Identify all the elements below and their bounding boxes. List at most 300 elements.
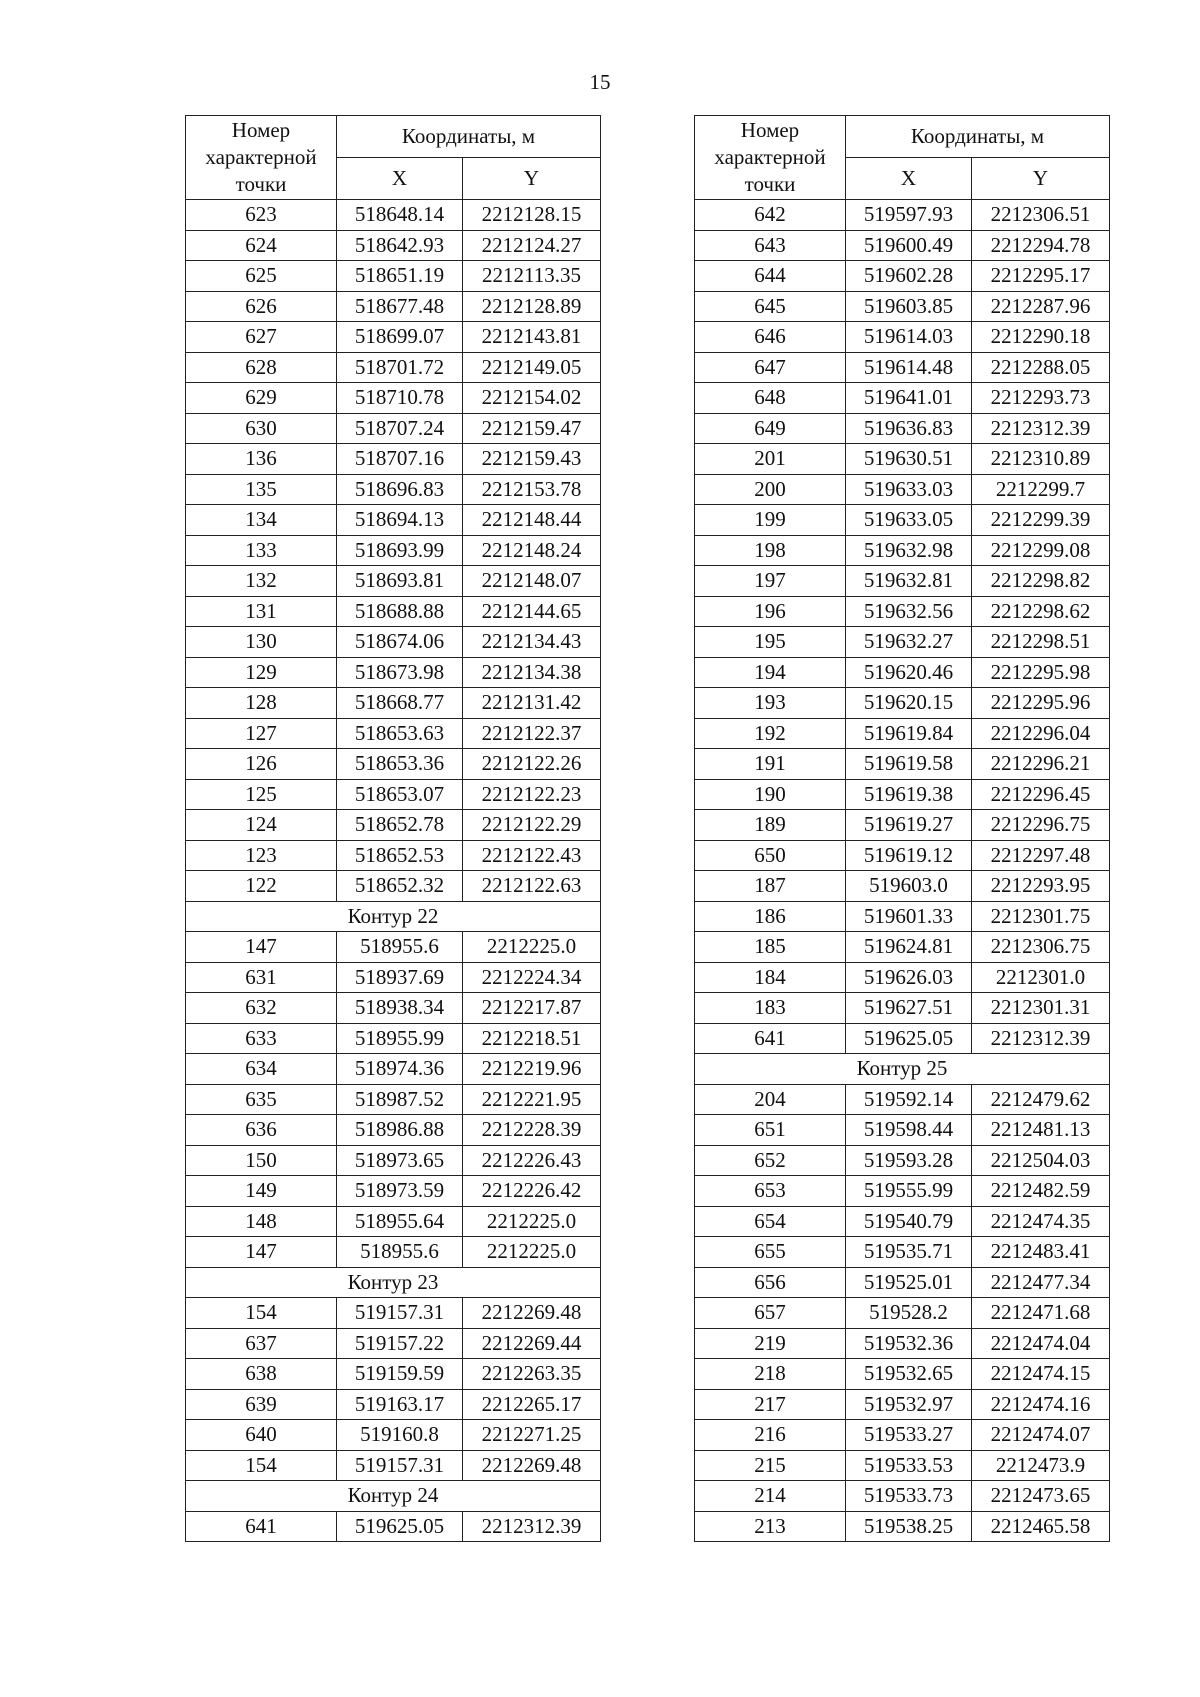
y-coordinate-cell: 2212295.96 [972, 688, 1110, 719]
point-number-cell: 130 [186, 627, 337, 658]
table-row [695, 1420, 1110, 1451]
y-coordinate-cell: 2212128.89 [463, 291, 601, 322]
table-row [695, 1298, 1110, 1329]
point-number-cell: 185 [695, 932, 846, 963]
x-coordinate-cell: 519603.85 [846, 291, 972, 322]
coordinates-header: Координаты, м [846, 116, 1110, 158]
point-number-cell: 640 [186, 1420, 337, 1451]
table-row [186, 1054, 601, 1085]
y-coordinate-cell: 2212153.78 [463, 474, 601, 505]
point-number-cell: 125 [186, 779, 337, 810]
y-coordinate-cell: 2212481.13 [972, 1115, 1110, 1146]
table-row [695, 962, 1110, 993]
point-number-cell: 650 [695, 840, 846, 871]
contour-label: Контур 22 [186, 901, 601, 932]
point-number-cell: 129 [186, 657, 337, 688]
y-coordinate-cell: 2212159.43 [463, 444, 601, 475]
coordinates-header: Координаты, м [337, 116, 601, 158]
y-coordinate-cell: 2212474.04 [972, 1328, 1110, 1359]
x-coordinate-cell: 518653.63 [337, 718, 463, 749]
y-coordinate-cell: 2212263.35 [463, 1359, 601, 1390]
point-number-cell: 629 [186, 383, 337, 414]
point-number-cell: 216 [695, 1420, 846, 1451]
point-number-cell: 193 [695, 688, 846, 719]
table-row [695, 993, 1110, 1024]
x-coordinate-cell: 518673.98 [337, 657, 463, 688]
table-row [186, 688, 601, 719]
y-coordinate-cell: 2212298.51 [972, 627, 1110, 658]
x-coordinate-cell: 519619.27 [846, 810, 972, 841]
table-row [186, 657, 601, 688]
table-row [695, 1084, 1110, 1115]
point-number-cell: 128 [186, 688, 337, 719]
x-coordinate-cell: 519619.84 [846, 718, 972, 749]
table-row [695, 932, 1110, 963]
table-row [186, 1328, 601, 1359]
y-coordinate-cell: 2212479.62 [972, 1084, 1110, 1115]
table-row [695, 413, 1110, 444]
y-coordinate-cell: 2212124.27 [463, 230, 601, 261]
x-coordinate-cell: 519625.05 [337, 1511, 463, 1542]
x-coordinate-cell: 518677.48 [337, 291, 463, 322]
point-number-cell: 194 [695, 657, 846, 688]
y-coordinate-cell: 2212474.07 [972, 1420, 1110, 1451]
table-row [186, 1084, 601, 1115]
point-number-cell: 192 [695, 718, 846, 749]
y-coordinate-cell: 2212298.82 [972, 566, 1110, 597]
table-row [186, 1420, 601, 1451]
x-coordinate-cell: 519160.8 [337, 1420, 463, 1451]
x-coordinate-cell: 518699.07 [337, 322, 463, 353]
table-row [186, 596, 601, 627]
point-number-cell: 634 [186, 1054, 337, 1085]
point-number-cell: 218 [695, 1359, 846, 1390]
table-row [695, 1511, 1110, 1542]
point-number-cell: 643 [695, 230, 846, 261]
contour-row [695, 1054, 1110, 1085]
y-coordinate-cell: 2212148.24 [463, 535, 601, 566]
y-coordinate-cell: 2212474.15 [972, 1359, 1110, 1390]
table-row [186, 413, 601, 444]
table-row [695, 901, 1110, 932]
point-number-cell: 654 [695, 1206, 846, 1237]
y-coordinate-cell: 2212471.68 [972, 1298, 1110, 1329]
y-coordinate-cell: 2212306.51 [972, 200, 1110, 231]
x-coordinate-cell: 518707.24 [337, 413, 463, 444]
table-row [186, 261, 601, 292]
point-number-cell: 214 [695, 1481, 846, 1512]
table-row [695, 291, 1110, 322]
table-row [186, 718, 601, 749]
x-coordinate-cell: 518696.83 [337, 474, 463, 505]
x-coordinate-cell: 519625.05 [846, 1023, 972, 1054]
point-number-cell: 628 [186, 352, 337, 383]
table-row [695, 535, 1110, 566]
y-coordinate-cell: 2212295.17 [972, 261, 1110, 292]
x-coordinate-cell: 519614.03 [846, 322, 972, 353]
table-row [186, 932, 601, 963]
y-coordinate-cell: 2212219.96 [463, 1054, 601, 1085]
point-number-cell: 122 [186, 871, 337, 902]
point-number-cell: 132 [186, 566, 337, 597]
x-coordinate-cell: 519619.58 [846, 749, 972, 780]
table-row [186, 1115, 601, 1146]
point-number-cell: 186 [695, 901, 846, 932]
point-number-cell: 195 [695, 627, 846, 658]
point-number-cell: 184 [695, 962, 846, 993]
point-number-cell: 191 [695, 749, 846, 780]
y-coordinate-cell: 2212299.39 [972, 505, 1110, 536]
table-row [695, 1267, 1110, 1298]
point-number-cell: 154 [186, 1450, 337, 1481]
y-coordinate-cell: 2212293.95 [972, 871, 1110, 902]
x-coordinate-cell: 519601.33 [846, 901, 972, 932]
x-coordinate-cell: 519614.48 [846, 352, 972, 383]
x-header: X [846, 158, 972, 200]
y-coordinate-cell: 2212296.45 [972, 779, 1110, 810]
y-coordinate-cell: 2212301.75 [972, 901, 1110, 932]
table-row [695, 871, 1110, 902]
y-coordinate-cell: 2212306.75 [972, 932, 1110, 963]
table-body-right [695, 200, 1110, 1542]
x-coordinate-cell: 519555.99 [846, 1176, 972, 1207]
x-coordinate-cell: 519163.17 [337, 1389, 463, 1420]
x-coordinate-cell: 518974.36 [337, 1054, 463, 1085]
table-row [695, 627, 1110, 658]
point-number-cell: 649 [695, 413, 846, 444]
table-row [186, 1511, 601, 1542]
table-row [695, 1450, 1110, 1481]
x-coordinate-cell: 519532.65 [846, 1359, 972, 1390]
y-coordinate-cell: 2212154.02 [463, 383, 601, 414]
x-coordinate-cell: 518955.99 [337, 1023, 463, 1054]
point-number-cell: 627 [186, 322, 337, 353]
point-number-cell: 196 [695, 596, 846, 627]
table-row [186, 535, 601, 566]
x-coordinate-cell: 519538.25 [846, 1511, 972, 1542]
point-number-cell: 647 [695, 352, 846, 383]
y-coordinate-cell: 2212226.43 [463, 1145, 601, 1176]
point-number-cell: 642 [695, 200, 846, 231]
contour-label: Контур 23 [186, 1267, 601, 1298]
point-number-cell: 639 [186, 1389, 337, 1420]
x-coordinate-cell: 519632.81 [846, 566, 972, 597]
table-row [695, 322, 1110, 353]
point-number-cell: 199 [695, 505, 846, 536]
contour-label: Контур 25 [695, 1054, 1110, 1085]
x-coordinate-cell: 518688.88 [337, 596, 463, 627]
x-coordinate-cell: 518693.81 [337, 566, 463, 597]
y-coordinate-cell: 2212143.81 [463, 322, 601, 353]
y-coordinate-cell: 2212287.96 [972, 291, 1110, 322]
y-coordinate-cell: 2212474.16 [972, 1389, 1110, 1420]
x-coordinate-cell: 518648.14 [337, 200, 463, 231]
y-coordinate-cell: 2212134.38 [463, 657, 601, 688]
y-coordinate-cell: 2212288.05 [972, 352, 1110, 383]
y-coordinate-cell: 2212312.39 [972, 413, 1110, 444]
y-coordinate-cell: 2212297.48 [972, 840, 1110, 871]
x-coordinate-cell: 518652.53 [337, 840, 463, 871]
y-coordinate-cell: 2212225.0 [463, 1206, 601, 1237]
x-coordinate-cell: 519597.93 [846, 200, 972, 231]
table-row [695, 1328, 1110, 1359]
point-number-cell: 653 [695, 1176, 846, 1207]
point-number-cell: 131 [186, 596, 337, 627]
table-row [186, 322, 601, 353]
y-coordinate-cell: 2212299.7 [972, 474, 1110, 505]
y-coordinate-cell: 2212128.15 [463, 200, 601, 231]
point-number-cell: 133 [186, 535, 337, 566]
x-coordinate-cell: 519157.31 [337, 1450, 463, 1481]
y-header: Y [972, 158, 1110, 200]
y-coordinate-cell: 2212296.75 [972, 810, 1110, 841]
y-coordinate-cell: 2212465.58 [972, 1511, 1110, 1542]
table-row [695, 474, 1110, 505]
y-coordinate-cell: 2212269.48 [463, 1450, 601, 1481]
table-row [186, 291, 601, 322]
point-number-cell: 651 [695, 1115, 846, 1146]
y-coordinate-cell: 2212301.31 [972, 993, 1110, 1024]
x-coordinate-cell: 518674.06 [337, 627, 463, 658]
table-row [695, 1359, 1110, 1390]
y-coordinate-cell: 2212217.87 [463, 993, 601, 1024]
y-coordinate-cell: 2212299.08 [972, 535, 1110, 566]
x-coordinate-cell: 519532.36 [846, 1328, 972, 1359]
point-number-cell: 633 [186, 1023, 337, 1054]
point-number-cell: 636 [186, 1115, 337, 1146]
y-coordinate-cell: 2212131.42 [463, 688, 601, 719]
table-row [186, 474, 601, 505]
table-row [186, 444, 601, 475]
y-coordinate-cell: 2212298.62 [972, 596, 1110, 627]
x-coordinate-cell: 518955.6 [337, 932, 463, 963]
y-coordinate-cell: 2212226.42 [463, 1176, 601, 1207]
page-number: 15 [589, 70, 611, 94]
y-coordinate-cell: 2212293.73 [972, 383, 1110, 414]
table-row [186, 962, 601, 993]
x-coordinate-cell: 518652.78 [337, 810, 463, 841]
x-coordinate-cell: 519525.01 [846, 1267, 972, 1298]
point-number-cell: 198 [695, 535, 846, 566]
x-coordinate-cell: 519632.27 [846, 627, 972, 658]
x-coordinate-cell: 518986.88 [337, 1115, 463, 1146]
point-number-cell: 183 [695, 993, 846, 1024]
table-row [186, 1023, 601, 1054]
point-number-cell: 213 [695, 1511, 846, 1542]
x-coordinate-cell: 518642.93 [337, 230, 463, 261]
point-number-cell: 190 [695, 779, 846, 810]
x-coordinate-cell: 519157.31 [337, 1298, 463, 1329]
table-row [695, 1481, 1110, 1512]
x-coordinate-cell: 518937.69 [337, 962, 463, 993]
x-coordinate-cell: 518653.07 [337, 779, 463, 810]
table-row [695, 779, 1110, 810]
point-number-cell: 200 [695, 474, 846, 505]
x-coordinate-cell: 519600.49 [846, 230, 972, 261]
table-row [186, 505, 601, 536]
table-row [695, 749, 1110, 780]
x-coordinate-cell: 519602.28 [846, 261, 972, 292]
point-number-cell: 147 [186, 932, 337, 963]
contour-row [186, 1267, 601, 1298]
point-number-cell: 149 [186, 1176, 337, 1207]
y-coordinate-cell: 2212301.0 [972, 962, 1110, 993]
point-number-cell: 623 [186, 200, 337, 231]
table-row [695, 261, 1110, 292]
x-coordinate-cell: 518707.16 [337, 444, 463, 475]
point-number-header: Номер характерной точки [695, 116, 846, 200]
x-coordinate-cell: 519641.01 [846, 383, 972, 414]
y-coordinate-cell: 2212228.39 [463, 1115, 601, 1146]
x-coordinate-cell: 518652.32 [337, 871, 463, 902]
x-coordinate-cell: 519535.71 [846, 1237, 972, 1268]
table-body-left [186, 200, 601, 1542]
contour-row [186, 1481, 601, 1512]
y-coordinate-cell: 2212477.34 [972, 1267, 1110, 1298]
y-coordinate-cell: 2212473.9 [972, 1450, 1110, 1481]
y-coordinate-cell: 2212122.43 [463, 840, 601, 871]
point-number-cell: 147 [186, 1237, 337, 1268]
table-row [186, 566, 601, 597]
x-coordinate-cell: 518955.64 [337, 1206, 463, 1237]
point-number-cell: 215 [695, 1450, 846, 1481]
x-coordinate-cell: 519619.38 [846, 779, 972, 810]
x-coordinate-cell: 518710.78 [337, 383, 463, 414]
y-coordinate-cell: 2212296.21 [972, 749, 1110, 780]
table-row [695, 840, 1110, 871]
point-number-cell: 201 [695, 444, 846, 475]
y-coordinate-cell: 2212271.25 [463, 1420, 601, 1451]
y-coordinate-cell: 2212504.03 [972, 1145, 1110, 1176]
point-number-cell: 136 [186, 444, 337, 475]
table-row [695, 688, 1110, 719]
x-coordinate-cell: 519157.22 [337, 1328, 463, 1359]
table-row [695, 505, 1110, 536]
y-coordinate-cell: 2212148.07 [463, 566, 601, 597]
table-row [695, 566, 1110, 597]
y-header: Y [463, 158, 601, 200]
x-coordinate-cell: 518651.19 [337, 261, 463, 292]
x-coordinate-cell: 519633.03 [846, 474, 972, 505]
point-number-cell: 637 [186, 1328, 337, 1359]
table-row [695, 1176, 1110, 1207]
table-row [186, 1145, 601, 1176]
y-coordinate-cell: 2212144.65 [463, 596, 601, 627]
x-coordinate-cell: 519626.03 [846, 962, 972, 993]
x-coordinate-cell: 519627.51 [846, 993, 972, 1024]
y-coordinate-cell: 2212134.43 [463, 627, 601, 658]
table-row [186, 840, 601, 871]
table-row [695, 1237, 1110, 1268]
table-row [186, 779, 601, 810]
point-number-cell: 646 [695, 322, 846, 353]
table-row [186, 352, 601, 383]
point-number-cell: 219 [695, 1328, 846, 1359]
x-coordinate-cell: 518955.6 [337, 1237, 463, 1268]
table-row [186, 1206, 601, 1237]
contour-row [186, 901, 601, 932]
point-number-cell: 656 [695, 1267, 846, 1298]
coordinates-table-left [185, 115, 601, 1542]
y-coordinate-cell: 2212265.17 [463, 1389, 601, 1420]
point-number-cell: 126 [186, 749, 337, 780]
point-number-cell: 154 [186, 1298, 337, 1329]
x-coordinate-cell: 518987.52 [337, 1084, 463, 1115]
point-number-cell: 645 [695, 291, 846, 322]
point-number-cell: 631 [186, 962, 337, 993]
x-coordinate-cell: 518973.65 [337, 1145, 463, 1176]
x-coordinate-cell: 518653.36 [337, 749, 463, 780]
x-coordinate-cell: 519633.05 [846, 505, 972, 536]
y-coordinate-cell: 2212473.65 [972, 1481, 1110, 1512]
table-row [186, 200, 601, 231]
y-coordinate-cell: 2212269.48 [463, 1298, 601, 1329]
y-coordinate-cell: 2212290.18 [972, 322, 1110, 353]
x-coordinate-cell: 519619.12 [846, 840, 972, 871]
x-coordinate-cell: 519624.81 [846, 932, 972, 963]
coordinates-table-right [694, 115, 1110, 1542]
y-coordinate-cell: 2212483.41 [972, 1237, 1110, 1268]
table-row [186, 383, 601, 414]
x-coordinate-cell: 519630.51 [846, 444, 972, 475]
point-number-cell: 189 [695, 810, 846, 841]
table-row [186, 871, 601, 902]
x-coordinate-cell: 518938.34 [337, 993, 463, 1024]
x-coordinate-cell: 519632.98 [846, 535, 972, 566]
point-number-cell: 204 [695, 1084, 846, 1115]
x-coordinate-cell: 519592.14 [846, 1084, 972, 1115]
y-coordinate-cell: 2212310.89 [972, 444, 1110, 475]
point-number-cell: 124 [186, 810, 337, 841]
table-row [695, 810, 1110, 841]
table-row [695, 352, 1110, 383]
x-coordinate-cell: 519533.53 [846, 1450, 972, 1481]
point-number-cell: 626 [186, 291, 337, 322]
y-coordinate-cell: 2212269.44 [463, 1328, 601, 1359]
table-row [695, 444, 1110, 475]
y-coordinate-cell: 2212482.59 [972, 1176, 1110, 1207]
x-coordinate-cell: 519593.28 [846, 1145, 972, 1176]
y-coordinate-cell: 2212474.35 [972, 1206, 1110, 1237]
y-coordinate-cell: 2212149.05 [463, 352, 601, 383]
y-coordinate-cell: 2212122.26 [463, 749, 601, 780]
point-number-cell: 638 [186, 1359, 337, 1390]
table-row [186, 1176, 601, 1207]
point-number-cell: 644 [695, 261, 846, 292]
point-number-cell: 197 [695, 566, 846, 597]
y-coordinate-cell: 2212122.23 [463, 779, 601, 810]
point-number-cell: 624 [186, 230, 337, 261]
table-row [695, 200, 1110, 231]
x-coordinate-cell: 519620.46 [846, 657, 972, 688]
table-row [695, 1389, 1110, 1420]
table-row [186, 993, 601, 1024]
y-coordinate-cell: 2212294.78 [972, 230, 1110, 261]
table-row [695, 230, 1110, 261]
point-number-cell: 134 [186, 505, 337, 536]
x-coordinate-cell: 518668.77 [337, 688, 463, 719]
y-coordinate-cell: 2212148.44 [463, 505, 601, 536]
y-coordinate-cell: 2212312.39 [972, 1023, 1110, 1054]
y-coordinate-cell: 2212122.37 [463, 718, 601, 749]
y-coordinate-cell: 2212296.04 [972, 718, 1110, 749]
x-coordinate-cell: 519528.2 [846, 1298, 972, 1329]
x-coordinate-cell: 519620.15 [846, 688, 972, 719]
x-coordinate-cell: 519532.97 [846, 1389, 972, 1420]
table-row [186, 810, 601, 841]
point-number-cell: 632 [186, 993, 337, 1024]
table-row [695, 1145, 1110, 1176]
